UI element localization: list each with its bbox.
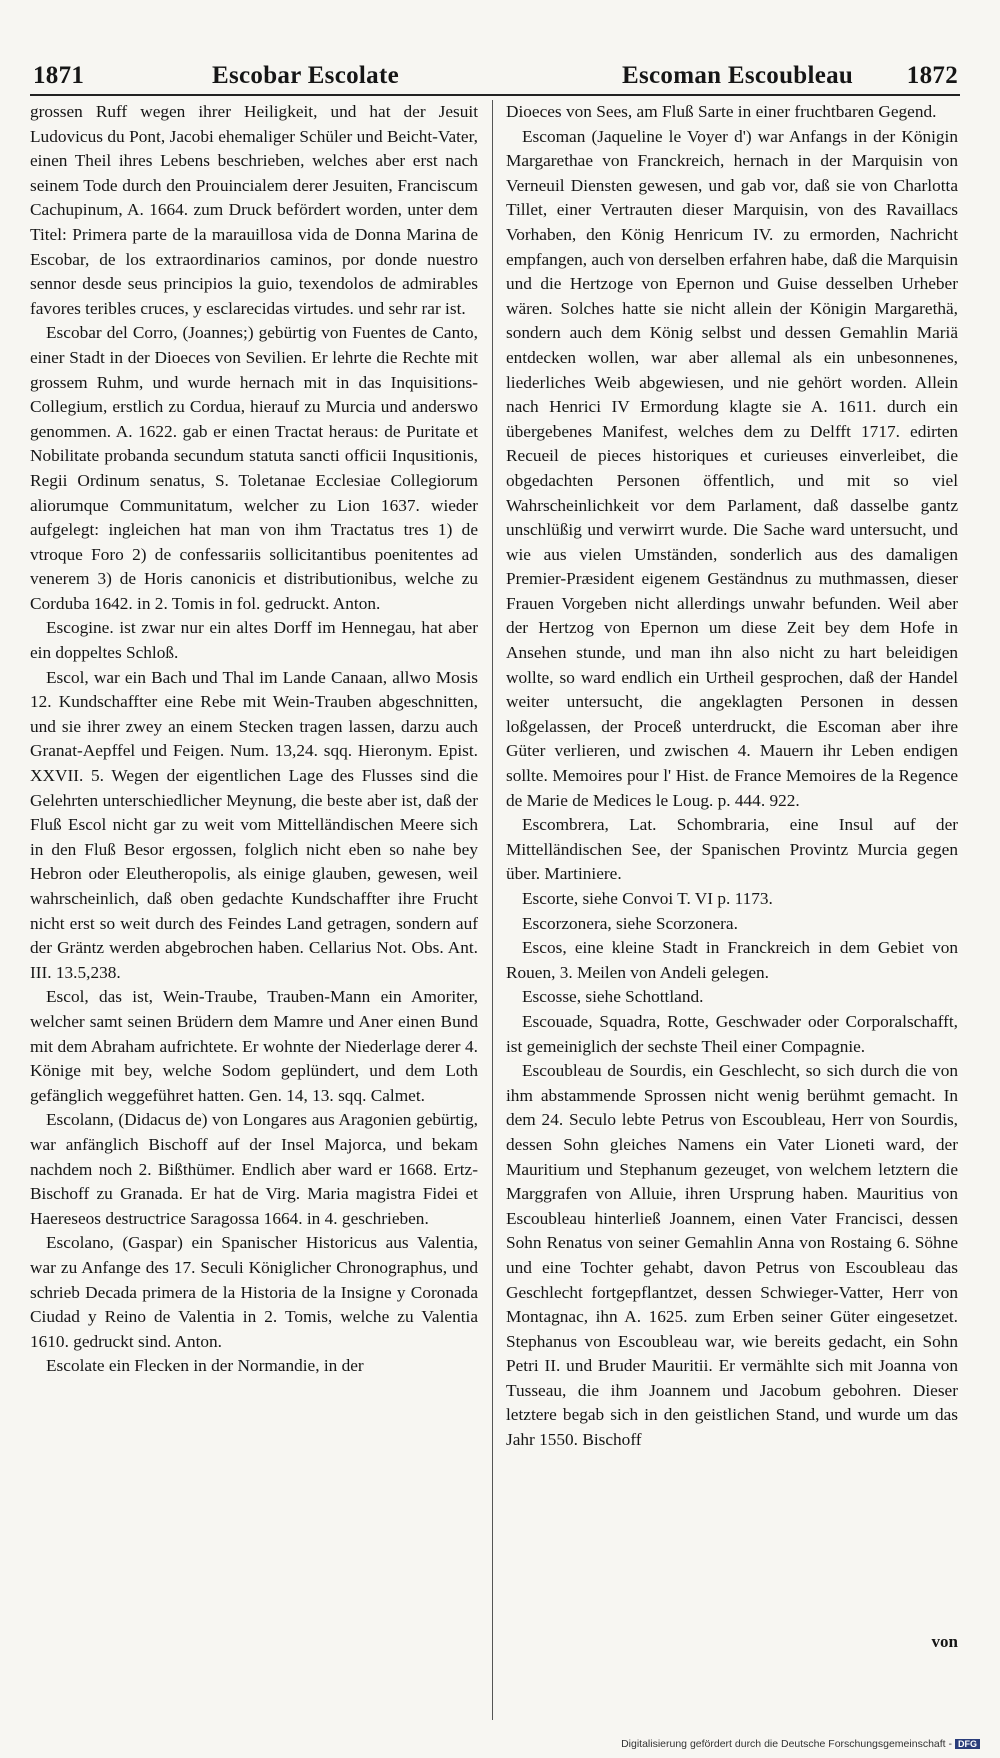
entry-paragraph: Escorte, siehe Convoi T. VI p. 1173. — [522, 889, 773, 908]
catchword: von — [931, 1632, 958, 1651]
page-number-left: 1871 — [33, 62, 85, 89]
header-title-left: Escobar Escolate — [212, 62, 399, 89]
dfg-logo: DFG — [955, 1739, 980, 1749]
header-title-right: Escoman Escoubleau — [622, 62, 854, 89]
entry-paragraph: Escoman (Jaqueline le Voyer d') war Anfangs in der Königin Margarethae von Franckreich, hernach in der Marquisin von Verneuil Diensten gewesen, und gab vor, daß sie von Charlotta Tillet, einer Vertrauten dieser Marquisin, von des Ravaillacs Vorhaben, den König Henricum IV. zu ermorden, Nachricht empfangen, auch von derselben erfahren habe, daß die Marquisin und die Hertzoge von Epernon und Guise desselben Urheber wären. Solches hatte sie nicht allein der Königin Margarethä, sondern auch dem König selbst und dessen Gemahlin Mariä entdecken wollen, war aber allemal als ein unbesonnenes, liederliches Weib abgewiesen, und nie gehört worden. Allein nach Henrici IV Ermordung klagte sie A. 1611. durch ein übergebenes Manifest, welches dem zu Delfft 1717. edirten Recueil de pieces historiques et curieuses einverleibet, die obgedachten Personen öffentlich, und mit so viel Wahrscheinlichkeit vor dem Parlament, daß dasselbe gantz unschlüßig und verwirrt wurde. Die Sache ward untersucht, und wie aus vielen Umständen, sonderlich aus des damaligen Premier-Præsident eigenem Geständnus zu muthmassen, dieser Frauen Vorgeben nicht allerdings unwahr befunden. Weil aber der Hertzog von Epernon um diese Zeit bey dem Hofe in Ansehen stunde, und man ihn also nicht zu hart beleidigen wollte, so ward endlich ein Urtheil gesprochen, daß der Handel weiter untersucht, die angeklagten Personen in dessen loßgelassen, der Proceß unterdruckt, die Escoman aber ihre Güter verlieren, und zwischen 4. Mauern ihr Leben endigen sollte. Memoires pour l' Hist. de France Memoires de la Regence de Marie de Medices le Loug. p. 444. 922. — [506, 126, 959, 810]
entry-paragraph: Escolate ein Flecken in der Normandie, in der — [46, 1356, 364, 1376]
entry-paragraph: Escoubleau de Sourdis, ein Geschlecht, so sich durch die von ihm abstammende Sprossen nicht wenig berühmt gemacht. In dem 24. Seculo lebte Petrus von Escoubleau, Herr von Sourdis, dessen Sohn gleiches Namens ein Vater Lioneti ward, der Mauritium und Stephanum gezeuget, von welchem letztern die Marggrafen von Alluie, ihren Ursprung haben. Mauritius von Escoubleau hinterließ Joannem, einen Vater Francisci, dessen Sohn Renatus von seiner Gemahlin Anna von Rostaing 6. Söhne und eine Tochter gehabt, davon Petrus von Escoubleau das Geschlecht fortgepflantzet, dessen Schwieger-Vatter, Herr von Montagnac, ihn A. 1625. zum Erben seiner Güter eingesetzet. Stephanus von Escoubleau war, wie bereits gedacht, ein Sohn Petri II. und Bruder Mauritii. Er vermählte sich mit Joanna von Tusseau, die ihm Joannem und Jacobum gebohren. Dieser letztere begab sich in den geistlichen Stand, und wurde um das Jahr 1550. Bischoff — [506, 1061, 958, 1450]
entry-paragraph: Escouade, Squadra, Rotte, Geschwader oder Corporalschafft, ist gemeiniglich der sechste Theil einer Compagnie. — [506, 1011, 958, 1056]
running-header — [30, 56, 960, 90]
entry-paragraph: Dioeces von Sees, am Fluß Sarte in einer fruchtbaren Gegend. — [506, 102, 937, 121]
entry-paragraph: Escosse, siehe Schottland. — [522, 987, 704, 1007]
entry-paragraph: Escos, eine kleine Stadt in Franckreich in dem Gebiet von Rouen, 3. Meilen von Andeli gelegen. — [506, 938, 958, 982]
footer-text: Digitalisierung gefördert durch die Deutsche Forschungsgemeinschaft - — [621, 1738, 952, 1750]
entry-paragraph: Escorzonera, siehe Scorzonera. — [522, 913, 738, 933]
entry-paragraph: grossen Ruff wegen ihrer Heiligkeit, und hat der Jesuit Ludovicus du Pont, Jacobi ehemaliger Schüler und Beicht-Vater, einen Theil ihres Lebens beschrieben, welches aber erst nach seinem Tode durch den Prouincialem derer Jesuiten, Franciscum Cachupinum, A. 1664. zum Druck befördert worden, unter dem Titel: Primera parte de la marauillosa vida de Donna Marina de Escobar, de los extraordinarios caminos, por donde nuestro sennor desde seus principios la guio, texendolos de admirables favores teribles cruces, y esclarecidas virtudes. und sehr rar ist. — [30, 102, 478, 318]
header-rule — [30, 94, 960, 96]
entry-paragraph: Escol, war ein Bach und Thal im Lande Canaan, allwo Mosis 12. Kundschaffter eine Rebe mit Wein-Trauben abgeschnitten, und sie ihrer zwey an einem Stecken tragen lassen, darzu auch Granat-Aepffel und Feigen. Num. 13,24. sqq. Hieronym. Epist. XXVII. 5. Wegen der eigentlichen Lage des Flusses sind die Gelehrten unterschiedlicher Meynung, die beste aber ist, daß der Fluß Escol nicht gar zu weit vom Mittelländischen Meere sich in den Fluß Besor ergossen, folglich nicht eben so nahe bey Hebron oder Eleutheropolis, als einige glauben, gewesen, weil wahrscheinlich, daß oben gedachte Kundschaffter ihre Frucht nicht erst so weit durch des Feindes Land getragen, sondern auf der Gräntz werden abgebrochen haben. Cellarius Not. Obs. Ant. III. 13.5,238. — [30, 667, 478, 982]
entry-paragraph: Escobar del Corro, (Joannes;) gebürtig von Fuentes de Canto, einer Stadt in der Dioeces von Sevilien. Er lehrte die Rechte mit grossem Ruhm, und wurde hernach mit in das Inquisitions-Collegium, erstlich zu Cordua, hierauf zu Murcia und anderswo genommen. A. 1622. gab er einen Tractat heraus: de Puritate et Nobilitate probanda secundum statuta sancti officii Inqusitionis, Regii Ordinum senatus, S. Toletanae Ecclesiae Collegiorum aliorumque Communitatum, welcher zu Lion 1637. wieder aufgelegt: ingleichen hat man von ihm Tractatus tres 1) de vtroque Foro 2) de confessariis sollicitantibus poenitentes ad venerem 3) de Horis canonicis et distributionibus, welche zu Corduba 1642. in 2. Tomis in fol. gedruckt. Anton. — [30, 323, 478, 613]
entry-paragraph: Escol, das ist, Wein-Traube, Trauben-Mann ein Amoriter, welcher samt seinen Brüdern dem Mamre und Aner einen Bund mit dem Abraham aufrichtete. Er wohnte der Niederlage derer 4. Könige mit bey, welche Sodom geplündert, und dem Loth gefänglich weggeführet hatten. Gen. 14, 13. sqq. Calmet. — [30, 987, 478, 1105]
left-column — [30, 100, 478, 1379]
entry-paragraph: Escogine. ist zwar nur ein altes Dorff im Hennegau, hat aber ein doppeltes Schloß. — [30, 618, 478, 663]
entry-paragraph: Escombrera, Lat. Schombraria, eine Insul auf der Mittelländischen See, der Spanischen Provintz Murcia gegen über. Martiniere. — [506, 815, 958, 884]
column-divider — [492, 100, 493, 1720]
right-column — [506, 100, 958, 1453]
entry-paragraph: Escolann, (Didacus de) von Longares aus Aragonien gebürtig, war anfänglich Bischoff auf der Insel Majorca, und bekam nachdem noch 2. Bißthümer. Endlich aber ward er 1668. Ertz-Bischoff zu Granada. Er hat de Virg. Maria magistra Fidei et Haereseos destructrice Saragossa 1664. in 4. geschrieben. — [30, 1110, 478, 1228]
entry-paragraph: Escolano, (Gaspar) ein Spanischer Historicus aus Valentia, war zu Anfange des 17. Seculi Königlicher Chronographus, und schrieb Decada primera de la Historia de la Insigne y Coronada Ciudad y Reino de Valentia in 2. Tomis, welche zu Valentia 1610. gedruckt sind. Anton. — [30, 1233, 478, 1351]
page-number-right: 1872 — [906, 62, 958, 89]
digitization-footer — [621, 1738, 980, 1750]
